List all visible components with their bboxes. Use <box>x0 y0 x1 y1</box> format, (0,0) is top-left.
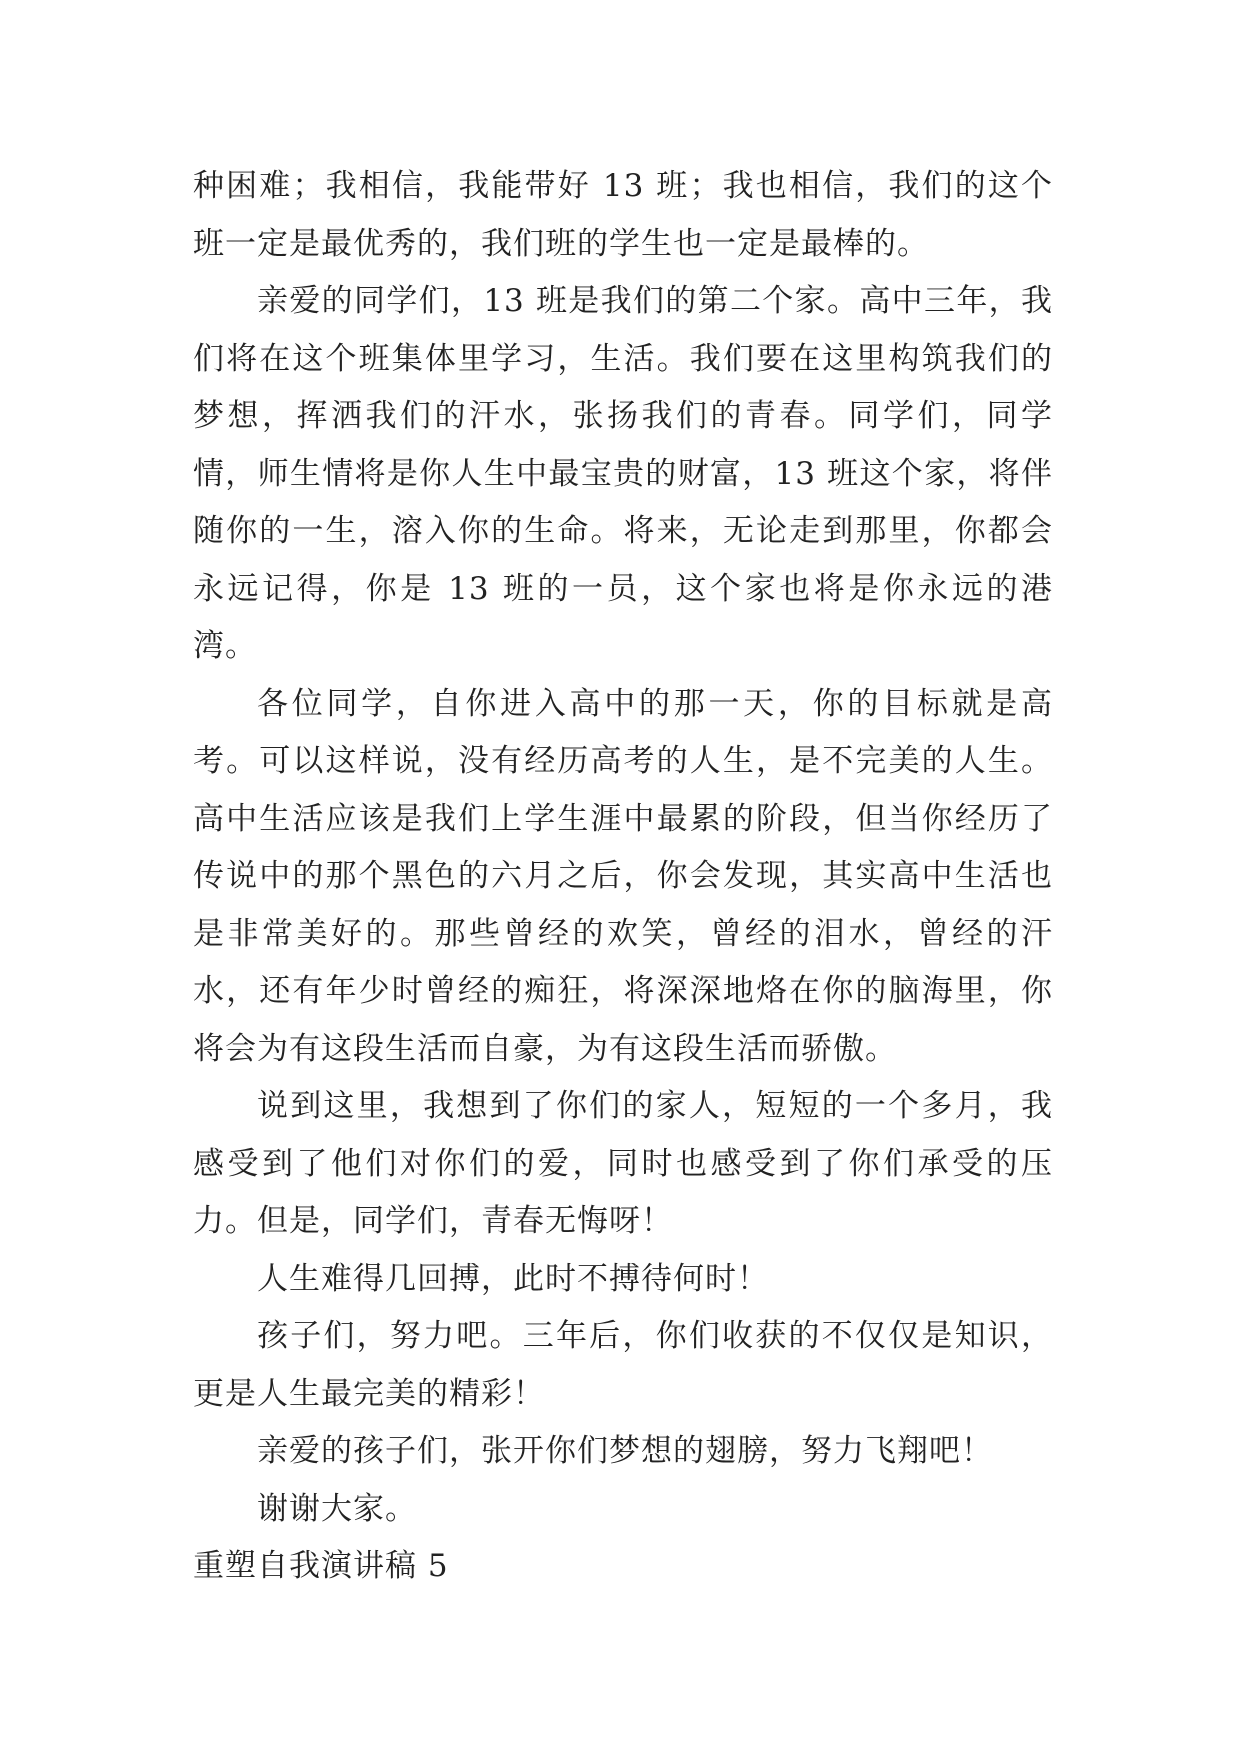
paragraph-2: 亲爱的同学们，13 班是我们的第二个家。高中三年，我们将在这个班集体里学习，生活。我们要在这里构筑我们的梦想，挥洒我们的汗水，张扬我们的青春。同学们，同学情，师生情将是你人生中最宝贵的财富，13 班这个家，将伴随你的一生，溶入你的生命。将来，无论走到那里，你都会永远记得，你是 13 班的一员，这个家也将是你永远的港湾。 <box>193 283 1053 664</box>
document-body <box>193 158 1053 1596</box>
paragraph-6: 孩子们，努力吧。三年后，你们收获的不仅仅是知识，更是人生最完美的精彩！ <box>193 1318 1053 1412</box>
paragraph-1: 种困难；我相信，我能带好 13 班；我也相信，我们的这个班一定是最优秀的，我们班的学生也一定是最棒的。 <box>193 168 1053 262</box>
paragraph-8: 谢谢大家。 <box>257 1490 417 1527</box>
section-heading: 重塑自我演讲稿 5 <box>193 1548 449 1584</box>
paragraph-5: 人生难得几回搏，此时不搏待何时！ <box>257 1260 769 1297</box>
paragraph-3: 各位同学，自你进入高中的那一天，你的目标就是高考。可以这样说，没有经历高考的人生，是不完美的人生。高中生活应该是我们上学生涯中最累的阶段，但当你经历了传说中的那个黑色的六月之后，你会发现，其实高中生活也是非常美好的。那些曾经的欢笑，曾经的泪水，曾经的汗水，还有年少时曾经的痴狂，将深深地烙在你的脑海里，你将会为有这段生活而自豪，为有这段生活而骄傲。 <box>193 685 1053 1067</box>
paragraph-7: 亲爱的孩子们，张开你们梦想的翅膀，努力飞翔吧！ <box>257 1433 993 1469</box>
paragraph-4: 说到这里，我想到了你们的家人，短短的一个多月，我感受到了他们对你们的爱，同时也感受到了你们承受的压力。但是，同学们，青春无悔呀！ <box>193 1088 1053 1239</box>
